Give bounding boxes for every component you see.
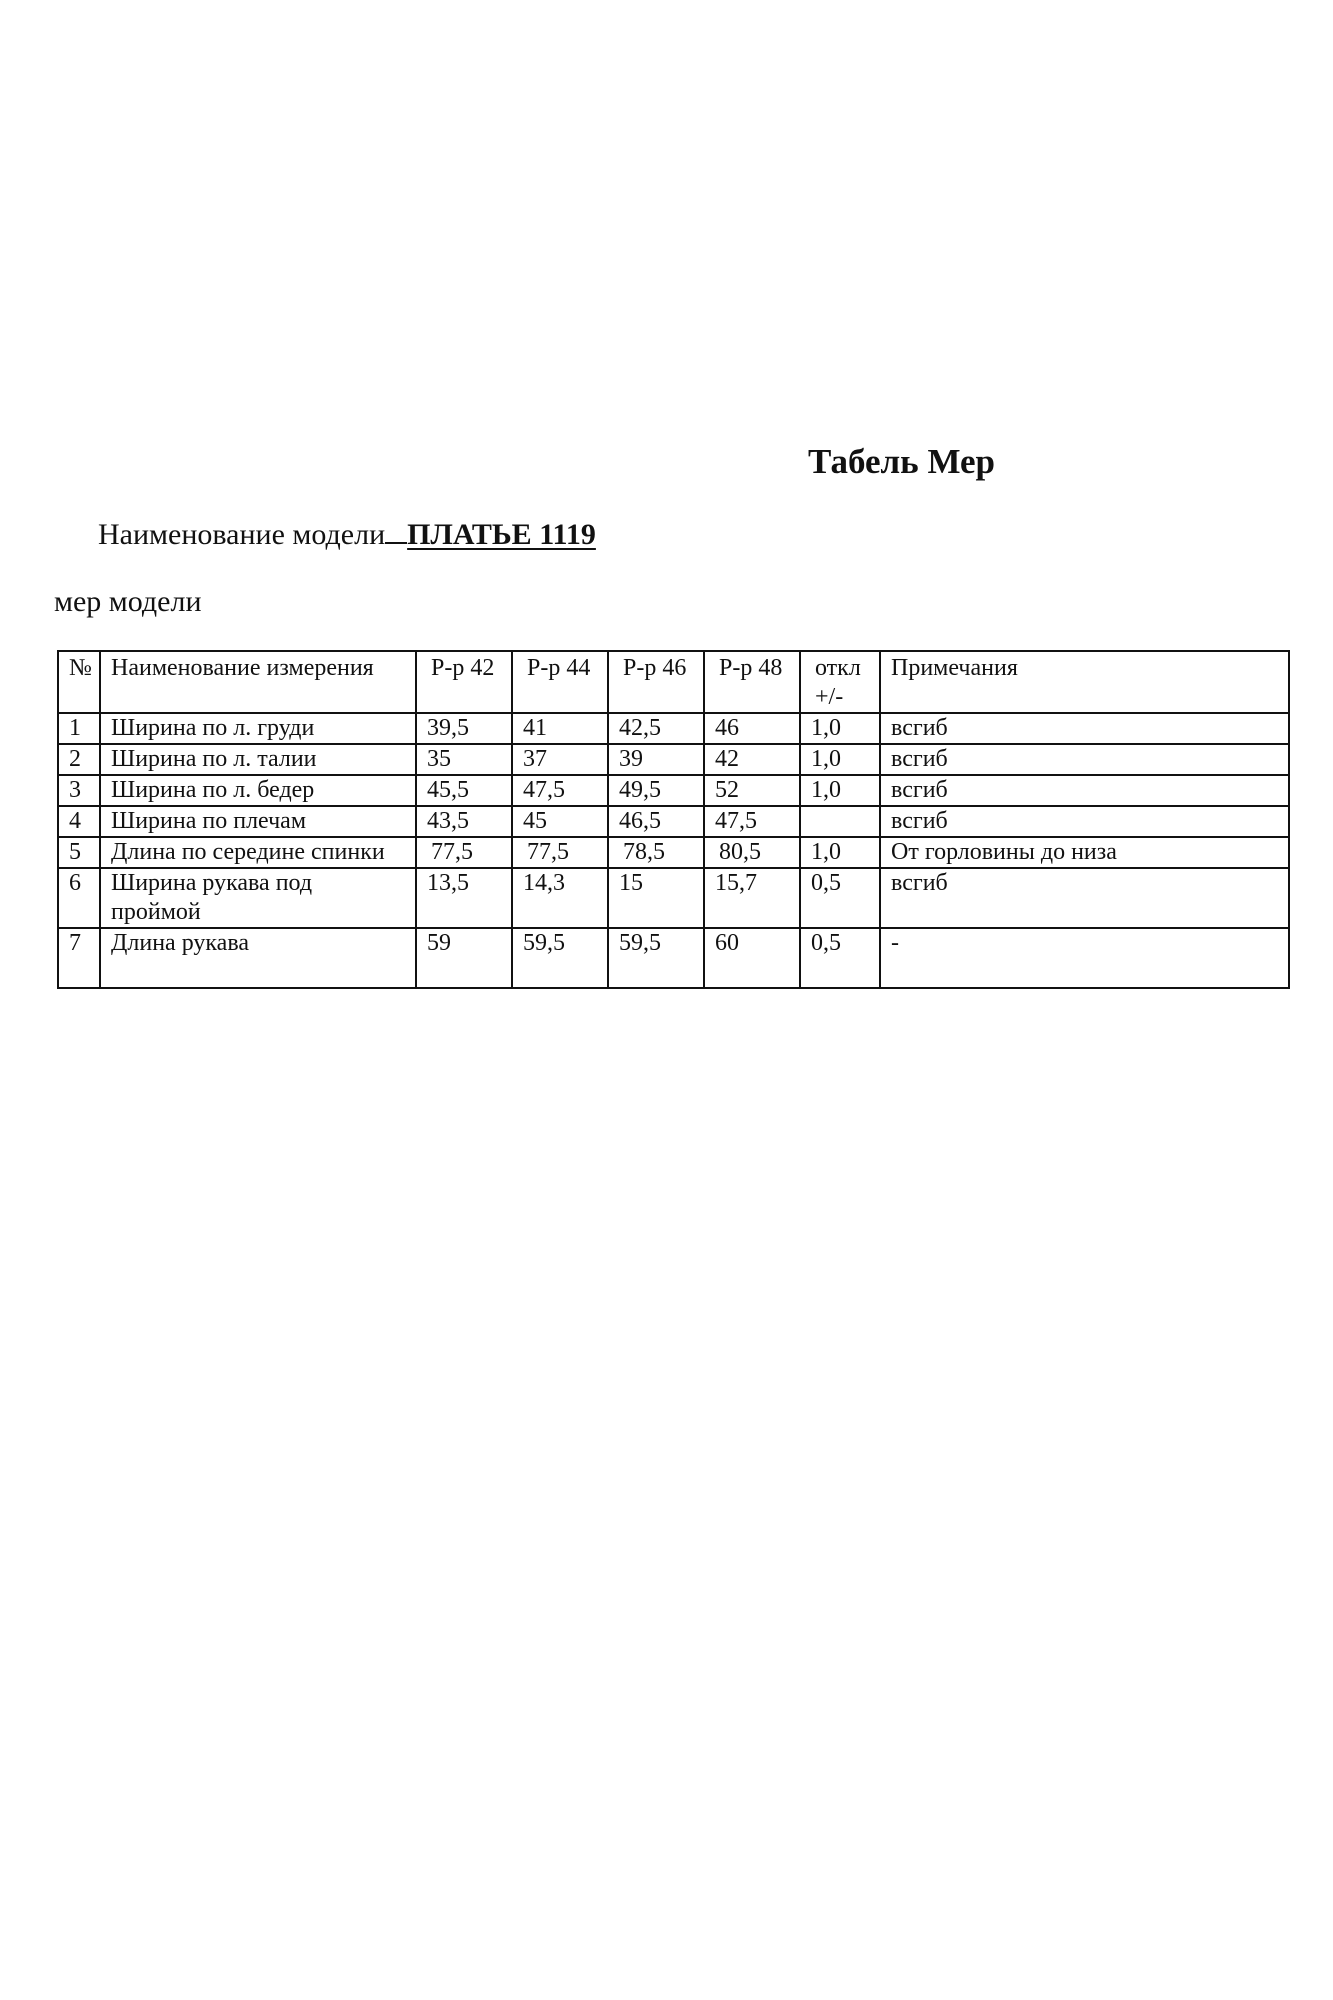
header-size-48: Р-р 48 (704, 651, 800, 713)
cell-num: 7 (58, 928, 100, 988)
cell-name: Длина по середине спинки (100, 837, 416, 868)
cell-size-42: 39,5 (416, 713, 512, 744)
cell-size-48: 52 (704, 775, 800, 806)
table-row (58, 713, 1289, 744)
cell-size-44: 59,5 (512, 928, 608, 988)
cell-tolerance: 1,0 (800, 837, 880, 868)
cell-size-42: 35 (416, 744, 512, 775)
cell-size-48: 42 (704, 744, 800, 775)
cell-size-42: 43,5 (416, 806, 512, 837)
cell-size-42: 13,5 (416, 868, 512, 928)
model-name-line (98, 518, 596, 552)
cell-size-46: 78,5 (608, 837, 704, 868)
table-row (58, 744, 1289, 775)
document-title: Табель Мер (808, 442, 996, 481)
header-size-46: Р-р 46 (608, 651, 704, 713)
cell-size-44: 37 (512, 744, 608, 775)
table-row (58, 775, 1289, 806)
cell-size-44: 45 (512, 806, 608, 837)
cell-size-46: 46,5 (608, 806, 704, 837)
cell-num: 4 (58, 806, 100, 837)
cell-num: 5 (58, 837, 100, 868)
cell-size-42: 77,5 (416, 837, 512, 868)
section-label: мер модели (54, 585, 202, 618)
cell-size-44: 77,5 (512, 837, 608, 868)
cell-tolerance: 0,5 (800, 928, 880, 988)
model-name-value: ПЛАТЬЕ 1119 (407, 518, 596, 551)
table-row (58, 868, 1289, 928)
cell-tolerance: 1,0 (800, 744, 880, 775)
cell-note: - (880, 928, 1289, 988)
cell-size-44: 41 (512, 713, 608, 744)
cell-note: всгиб (880, 713, 1289, 744)
cell-size-48: 60 (704, 928, 800, 988)
cell-name: Ширина рукава под проймой (100, 868, 416, 928)
cell-name: Ширина по л. груди (100, 713, 416, 744)
cell-size-46: 42,5 (608, 713, 704, 744)
table-row (58, 928, 1289, 988)
model-name-underline (385, 541, 407, 544)
table-row (58, 837, 1289, 868)
cell-size-48: 80,5 (704, 837, 800, 868)
cell-name: Ширина по плечам (100, 806, 416, 837)
cell-num: 2 (58, 744, 100, 775)
header-size-44: Р-р 44 (512, 651, 608, 713)
cell-tolerance (800, 806, 880, 837)
header-tolerance: откл +/- (800, 651, 880, 713)
cell-name: Ширина по л. бедер (100, 775, 416, 806)
cell-note: всгиб (880, 806, 1289, 837)
cell-size-46: 39 (608, 744, 704, 775)
cell-num: 6 (58, 868, 100, 928)
cell-size-44: 47,5 (512, 775, 608, 806)
cell-size-46: 59,5 (608, 928, 704, 988)
header-name: Наименование измерения (100, 651, 416, 713)
cell-size-42: 45,5 (416, 775, 512, 806)
table-header-row (58, 651, 1289, 713)
cell-name: Ширина по л. талии (100, 744, 416, 775)
cell-note: всгиб (880, 868, 1289, 928)
cell-name: Длина рукава (100, 928, 416, 988)
cell-size-48: 46 (704, 713, 800, 744)
cell-tolerance: 0,5 (800, 868, 880, 928)
cell-note: всгиб (880, 775, 1289, 806)
cell-tolerance: 1,0 (800, 713, 880, 744)
cell-size-44: 14,3 (512, 868, 608, 928)
cell-size-46: 49,5 (608, 775, 704, 806)
cell-size-48: 47,5 (704, 806, 800, 837)
model-name-label: Наименование модели (98, 518, 386, 551)
table-row (58, 806, 1289, 837)
cell-num: 1 (58, 713, 100, 744)
measurement-table (57, 650, 1290, 989)
cell-note: От горловины до низа (880, 837, 1289, 868)
cell-size-42: 59 (416, 928, 512, 988)
header-num: № (58, 651, 100, 713)
header-notes: Примечания (880, 651, 1289, 713)
header-size-42: Р-р 42 (416, 651, 512, 713)
cell-size-48: 15,7 (704, 868, 800, 928)
cell-size-46: 15 (608, 868, 704, 928)
cell-num: 3 (58, 775, 100, 806)
cell-tolerance: 1,0 (800, 775, 880, 806)
cell-note: всгиб (880, 744, 1289, 775)
